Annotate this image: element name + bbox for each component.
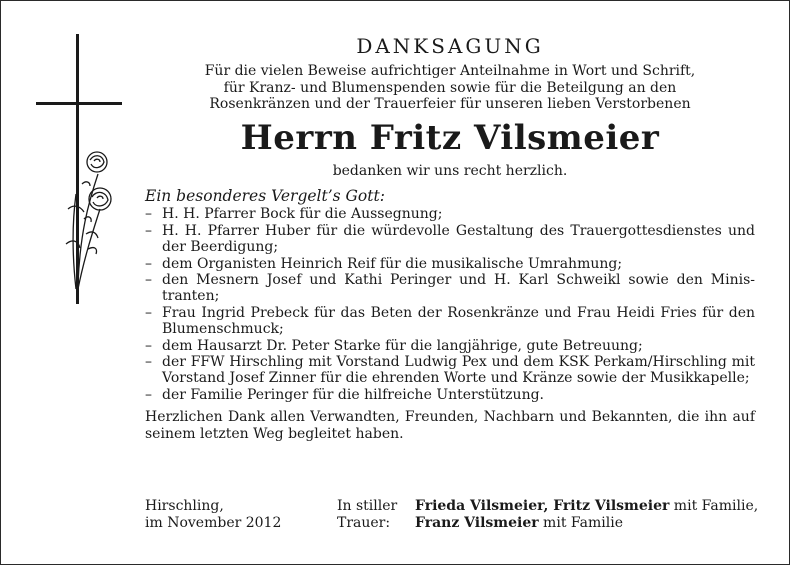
mourning-label-line: In stiller bbox=[337, 498, 398, 514]
list-item: – Frau Ingrid Prebeck für das Beten der Rosenkränze und Frau Heidi Fries für den Blumenschmuck; bbox=[145, 305, 755, 338]
page-title: DANKSAGUNG bbox=[356, 34, 544, 58]
cross-with-roses-icon bbox=[28, 34, 128, 304]
list-item: – der Familie Peringer für die hilfreiche Unterstützung. bbox=[145, 387, 755, 403]
mourner-names: Frieda Vilsmeier, Fritz Vilsmeier bbox=[415, 498, 670, 514]
deceased-name: Herrn Fritz Vilsmeier bbox=[240, 118, 660, 158]
list-item: – der FFW Hirschling mit Vorstand Ludwig Pex und dem KSK Perkam/Hirschling mit Vorstand Josef Zinner für die ehrenden Worte und Kränze sowie der Musikkapelle; bbox=[145, 354, 755, 387]
mourner-line bbox=[415, 498, 758, 515]
acknowledgement-body bbox=[145, 188, 755, 442]
list-item: – H. H. Pfarrer Bock für die Aussegnung; bbox=[145, 206, 755, 222]
list-item: – dem Organisten Heinrich Reif für die musikalische Umrahmung; bbox=[145, 256, 755, 272]
vergelt-heading: Ein besonderes Vergelt’s Gott: bbox=[145, 187, 385, 205]
place: Hirschling, bbox=[145, 498, 224, 514]
thanks-subline: bedanken wir uns recht herzlich. bbox=[332, 163, 568, 179]
date: im November 2012 bbox=[145, 515, 282, 531]
intro-text bbox=[160, 63, 740, 113]
mourner-names: Franz Vilsmeier bbox=[415, 515, 539, 531]
mourner-suffix: mit Familie bbox=[538, 515, 623, 531]
mourners bbox=[415, 498, 758, 532]
closing-thanks: Herzlichen Dank allen Verwandten, Freunden, Nachbarn und Bekannten, die ihn auf seinem letzten Weg begleitet haben. bbox=[145, 409, 755, 442]
place-date bbox=[145, 498, 281, 532]
mourner-line bbox=[415, 515, 758, 532]
list-item: – H. H. Pfarrer Huber für die würdevolle Gestaltung des Trauergottesdienstes und der Beerdigung; bbox=[145, 223, 755, 256]
mourning-label-line: Trauer: bbox=[337, 515, 391, 531]
list-item: – dem Hausarzt Dr. Peter Starke für die langjährige, gute Betreuung; bbox=[145, 338, 755, 354]
mourner-suffix: mit Familie, bbox=[669, 498, 759, 514]
intro-line: Für die vielen Beweise aufrichtiger Anteilnahme in Wort und Schrift, bbox=[204, 63, 696, 79]
acknowledgement-list bbox=[145, 206, 755, 403]
intro-line: für Kranz- und Blumenspenden sowie für die Beteilgung an den bbox=[223, 79, 677, 96]
list-item: – den Mesnern Josef und Kathi Peringer und H. Karl Schweikl sowie den Ministranten; bbox=[145, 272, 755, 305]
intro-line: Rosenkränzen und der Trauerfeier für unseren lieben Verstorbenen bbox=[209, 96, 691, 112]
mourning-label bbox=[337, 498, 397, 532]
